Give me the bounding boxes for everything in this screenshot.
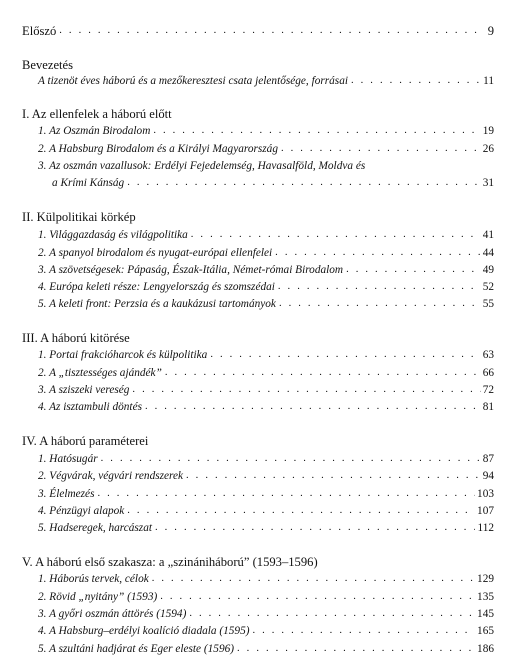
toc-entry-page: 165 (477, 625, 494, 637)
toc-entry[interactable] (0, 588, 516, 604)
toc-entry-title: 1. Háborús tervek, célok (38, 573, 149, 585)
toc-entry-page: 63 (482, 349, 494, 361)
toc-entry[interactable] (0, 398, 516, 414)
toc-entry[interactable] (0, 622, 516, 638)
toc-entry-title: 3. A szövetségesek: Pápaság, Észak-Itália, Német-római Birodalom (38, 264, 344, 276)
leader-dots (189, 607, 475, 621)
toc-entry-continuation[interactable] (0, 174, 516, 190)
toc-entry-page: 186 (477, 643, 494, 655)
leader-dots (165, 366, 481, 380)
toc-entry[interactable] (0, 364, 516, 380)
leader-dots (145, 400, 481, 414)
leader-dots (252, 624, 475, 638)
toc-entry-title: 1. Világgazdaság és világpolitika (38, 229, 188, 241)
toc-entry-page: 66 (482, 367, 494, 379)
toc-entry-title: 2. A Habsburg Birodalom és a Királyi Magyarország (38, 143, 278, 155)
leader-dots (186, 469, 481, 483)
leader-dots (210, 348, 480, 362)
toc-entry-title: 4. Pénzügyi alapok (38, 505, 125, 517)
toc-entry[interactable] (0, 502, 516, 518)
toc-entry[interactable] (0, 519, 516, 535)
toc-entry-page: 11 (483, 75, 494, 87)
toc-entry[interactable] (0, 570, 516, 586)
toc-entry[interactable] (0, 226, 516, 242)
toc-entry-title: 4. Az isztambuli döntés (38, 401, 142, 413)
chapter-heading-3: III. A háború kitörése (22, 331, 130, 345)
chapter-heading-1: I. Az ellenfelek a háború előtt (22, 107, 172, 121)
toc-entry[interactable] (0, 485, 516, 501)
toc-entry-page: 81 (482, 401, 494, 413)
toc-entry-title: 1. Az Oszmán Birodalom (38, 125, 151, 137)
leader-dots (155, 521, 475, 535)
section-heading-bevezetes: Bevezetés (22, 58, 74, 72)
leader-dots (127, 176, 481, 190)
toc-entry-title: 5. Hadseregek, harcászat (38, 522, 152, 534)
toc-entry-eloszo[interactable] (0, 22, 516, 38)
toc-entry-title: 3. Élelmezés (38, 488, 95, 500)
toc-entry-title: 1. Hatósugár (38, 453, 98, 465)
toc-entry-page: 112 (477, 522, 494, 534)
toc-entry-page: 52 (482, 281, 494, 293)
leader-dots (153, 124, 480, 138)
toc-entry-page: 94 (482, 470, 494, 482)
toc-entry[interactable] (0, 381, 516, 397)
toc-entry[interactable] (0, 244, 516, 260)
leader-dots (127, 504, 475, 518)
leader-dots (281, 142, 481, 156)
leader-dots (152, 572, 475, 586)
toc-entry-title: 5. A szultáni hadjárat és Eger eleste (1596) (38, 643, 235, 655)
toc-entry-page: 49 (482, 264, 494, 276)
toc-entry-page: 107 (477, 505, 494, 517)
leader-dots (132, 383, 480, 397)
leader-dots (351, 74, 481, 88)
leader-dots (59, 24, 482, 38)
toc-entry-title: 3. A sziszeki vereség (38, 384, 130, 396)
toc-entry-title: 1. Portai frakcióharcok és külpolitika (38, 349, 208, 361)
toc-entry-page: 72 (482, 384, 494, 396)
toc-entry[interactable] (0, 346, 516, 362)
leader-dots (191, 228, 481, 242)
leader-dots (275, 246, 481, 260)
toc-entry[interactable] (0, 450, 516, 466)
leader-dots (160, 590, 475, 604)
toc-entry-title: 5. A keleti front: Perzsia és a kaukázusi tartományok (38, 298, 276, 310)
toc-entry-page: 55 (482, 298, 494, 310)
toc-entry[interactable] (0, 467, 516, 483)
toc-entry-title: 4. A Habsburg–erdélyi koalíció diadala (1595) (38, 625, 250, 637)
toc-entry-page: 9 (487, 24, 494, 38)
leader-dots (101, 452, 481, 466)
toc-entry[interactable] (0, 261, 516, 277)
leader-dots (279, 297, 481, 311)
toc-entry[interactable] (0, 295, 516, 311)
toc-entry-page: 145 (477, 608, 494, 620)
toc-entry-title: 3. A győri oszmán áttörés (1594) (38, 608, 187, 620)
toc-entry-page: 19 (482, 125, 494, 137)
toc-entry-title: Előszó (22, 24, 57, 38)
toc-entry-title: 3. Az oszmán vazallusok: Erdélyi Fejedelemség, Havasalföld, Moldva és (38, 160, 366, 172)
toc-entry-title: 2. Végvárak, végvári rendszerek (38, 470, 184, 482)
leader-dots (346, 263, 481, 277)
toc-entry-title: 2. A spanyol birodalom és nyugat-európai ellenfelei (38, 247, 273, 259)
toc-entry[interactable] (0, 278, 516, 294)
toc-entry[interactable] (0, 157, 516, 173)
toc-entry-page: 41 (482, 229, 494, 241)
toc-entry-page: 135 (477, 591, 494, 603)
toc-entry-title: A tizenöt éves háború és a mezőkeresztesi csata jelentősége, forrásai (38, 75, 348, 87)
toc-entry-page: 26 (482, 143, 494, 155)
toc-entry-title: 2. A „tisztességes ajándék” (38, 367, 162, 379)
chapter-heading-2: II. Külpolitikai körkép (22, 210, 136, 224)
toc-entry-page: 103 (477, 488, 494, 500)
toc-entry-page: 87 (482, 453, 494, 465)
toc-entry-page: 129 (477, 573, 494, 585)
toc-entry[interactable] (0, 122, 516, 138)
leader-dots (97, 487, 475, 501)
leader-dots (237, 642, 475, 656)
toc-entry[interactable] (0, 605, 516, 621)
chapter-heading-5: V. A háború első szakasza: a „szinániháború” (1593–1596) (22, 555, 318, 569)
toc-entry-title: 2. Rövid „nyitány” (1593) (38, 591, 158, 603)
toc-entry[interactable] (0, 140, 516, 156)
toc-entry[interactable] (0, 72, 516, 88)
leader-dots (278, 280, 481, 294)
toc-entry-page: 31 (482, 177, 494, 189)
chapter-heading-4: IV. A háború paraméterei (22, 434, 149, 448)
toc-entry-title: a Krími Kánság (52, 177, 125, 189)
toc-entry-page: 44 (482, 247, 494, 259)
toc-entry-title: 4. Európa keleti része: Lengyelország és szomszédai (38, 281, 275, 293)
toc-entry[interactable] (0, 640, 516, 656)
